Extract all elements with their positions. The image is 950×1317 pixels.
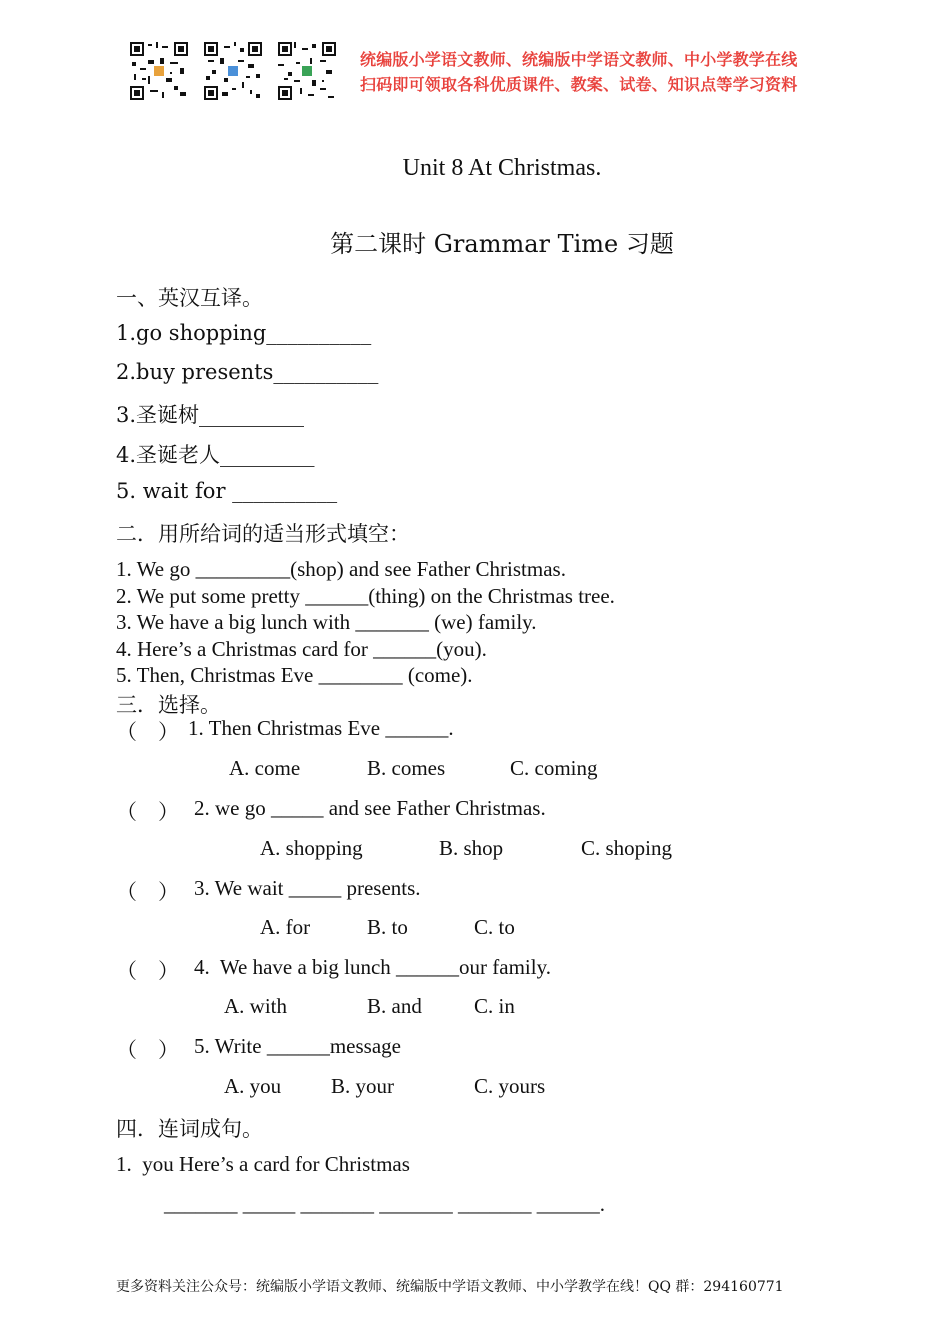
option-c: C. to [474,915,515,939]
list-item: 1.go shopping__________ [116,321,372,345]
qr-code-icon [278,42,336,100]
footer-text: 更多资料关注公众号：统编版小学语文教师、统编版中学语文教师、中小学教学在线！QQ 群：294160771 [116,1279,784,1295]
option-a: A. you [224,1074,282,1098]
option-b: B. comes [367,756,446,780]
banner-line-2: 扫码即可领取各科优质课件、教案、试卷、知识点等学习资料 [360,75,798,94]
list-item: 5. Then, Christmas Eve ________ (come). [116,663,473,687]
answer-bracket: （ ） [116,959,179,983]
option-c: C. yours [474,1074,546,1098]
question-text: 2. we go _____ and see Father Christmas. [194,796,546,820]
unit-title: Unit 8 At Christmas. [402,155,602,181]
banner-line-1: 统编版小学语文教师、统编版中学语文教师、中小学教学在线 [360,50,798,69]
list-item: 2.buy presents__________ [116,360,379,384]
lesson-title: 第二课时 Grammar Time 习题 [330,230,674,258]
question-text: 5. Write ______message [194,1034,401,1058]
option-b: B. and [367,994,422,1018]
option-c: C. coming [510,756,598,780]
list-item: 5. wait for __________ [116,479,338,503]
question-text: 4. We have a big lunch ______our family. [194,955,551,979]
answer-bracket: （ ） [116,720,179,744]
option-b: B. to [367,915,408,939]
option-b: B. shop [439,836,504,860]
section-heading: 二．用所给词的适当形式填空： [116,522,410,546]
option-a: A. for [260,915,311,939]
answer-blanks: _______ _____ _______ _______ _______ ______. [164,1192,605,1216]
answer-bracket: （ ） [116,800,179,824]
list-item: 3. We have a big lunch with _______ (we) family. [116,610,537,634]
qr-code-icon [204,42,262,100]
qr-code-icon [130,42,188,100]
section-heading: 一、英汉互译。 [116,286,263,310]
option-c: C. in [474,994,515,1018]
option-a: A. come [229,756,301,780]
answer-bracket: （ ） [116,1038,179,1062]
list-item: 3.圣诞树__________ [116,403,305,427]
section-heading: 四．连词成句。 [116,1117,263,1141]
option-c: C. shoping [581,836,673,860]
question-text: 3. We wait _____ presents. [194,876,421,900]
list-item: 1. We go _________(shop) and see Father Christmas. [116,557,566,581]
list-item: 1. you Here’s a card for Christmas [116,1152,410,1176]
option-a: A. with [224,994,287,1018]
list-item: 4. Here’s a Christmas card for ______(you). [116,637,487,661]
list-item: 4.圣诞老人_________ [116,443,315,467]
answer-bracket: （ ） [116,880,179,904]
option-a: A. shopping [260,836,363,860]
section-heading: 三．选择。 [116,693,221,717]
option-b: B. your [331,1074,394,1098]
list-item: 2. We put some pretty ______(thing) on the Christmas tree. [116,584,615,608]
question-text: 1. Then Christmas Eve ______. [188,716,454,740]
